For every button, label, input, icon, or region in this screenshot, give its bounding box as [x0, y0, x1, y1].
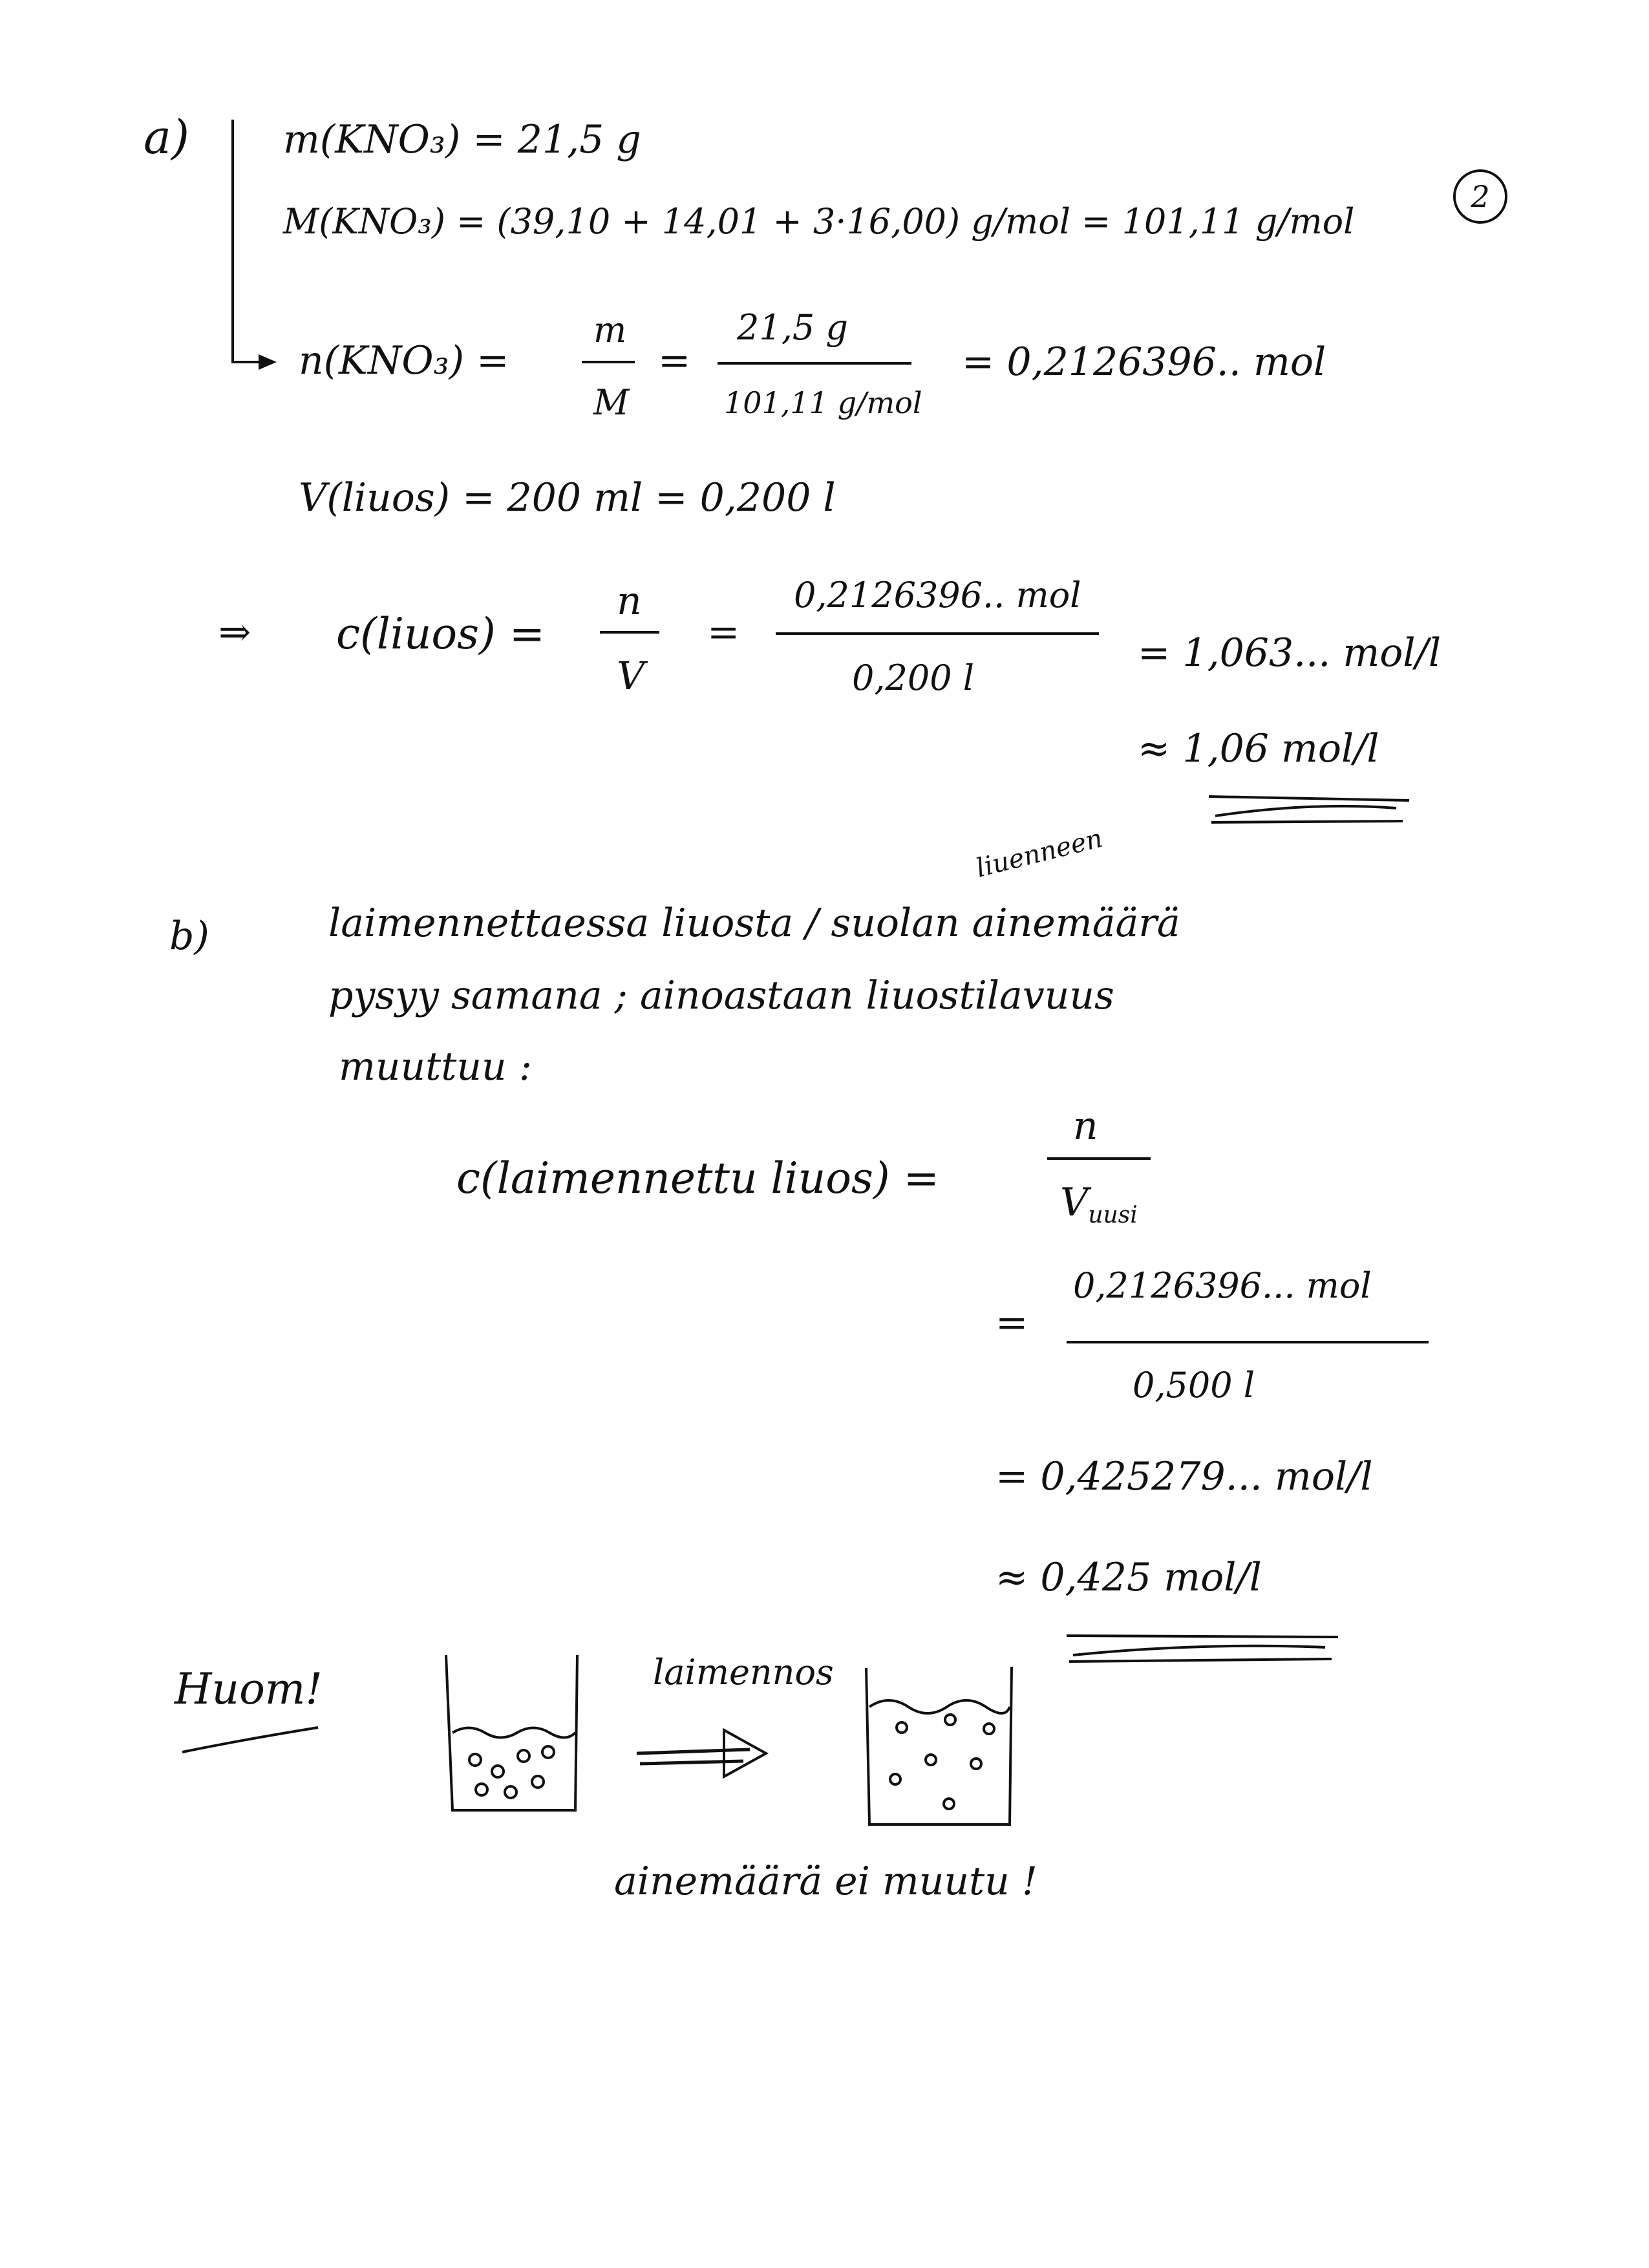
part-b-text-line3: muuttuu :: [339, 1044, 532, 1089]
concentration-equals: =: [707, 610, 740, 655]
implies-arrow: ⇒: [218, 610, 251, 655]
part-b-text-line2: pysyy samana ; ainoastaan liuostilavuus: [328, 973, 1114, 1018]
volume-line: V(liuos) = 200 ml = 0,200 l: [299, 475, 836, 520]
part-a-label: a): [144, 110, 190, 164]
volume-subscript: uusi: [1088, 1201, 1138, 1228]
mass-line: m(KNO₃) = 21,5 g: [283, 117, 641, 162]
concentration-formula-denominator: V: [617, 654, 645, 699]
note-label: Huom!: [175, 1664, 323, 1714]
dilution-arrow: [637, 1730, 766, 1777]
concentration-result: = 1,063... mol/l: [1138, 630, 1442, 676]
part-b-text-line1: laimennettaessa liuosta ∕ suolan ainemäärä: [328, 901, 1180, 946]
diluted-formula-numerator: n: [1073, 1104, 1098, 1149]
concentration-formula-numerator: n: [617, 579, 642, 624]
concentrated-beaker: [446, 1655, 577, 1810]
concentration-denominator: 0,200 l: [852, 658, 975, 698]
sig-fig-circle-mark: 2: [1453, 169, 1507, 224]
amount-formula-denominator: M: [593, 382, 630, 423]
diluted-denominator: 0,500 l: [1133, 1365, 1255, 1406]
amount-result: = 0,2126396.. mol: [962, 339, 1326, 385]
diluted-concentration-lhs: c(laimennettu liuos) =: [456, 1153, 939, 1203]
volume-symbol: V: [1060, 1180, 1089, 1225]
diluted-result: = 0,425279... mol/l: [995, 1454, 1373, 1499]
diluted-equals: =: [995, 1300, 1028, 1345]
amount-numerator: 21,5 g: [737, 307, 848, 348]
amount-equals: =: [658, 338, 691, 383]
diluted-beaker: [866, 1667, 1012, 1824]
note-underline: [182, 1728, 318, 1752]
diluted-rounded: ≈ 0,425 mol/l: [995, 1555, 1262, 1600]
inserted-word: liuenneen: [973, 823, 1106, 884]
amount-denominator: 101,11 g/mol: [724, 385, 922, 420]
concentration-rounded: ≈ 1,06 mol/l: [1138, 726, 1379, 771]
concentration-numerator: 0,2126396.. mol: [794, 575, 1081, 615]
amount-formula-numerator: m: [593, 310, 627, 350]
note-caption: ainemäärä ei muutu !: [614, 1859, 1037, 1904]
concentration-lhs: c(liuos) =: [336, 609, 546, 659]
diluted-numerator: 0,2126396... mol: [1073, 1265, 1372, 1306]
part-b-label: b): [169, 914, 209, 959]
arrow-label: laimennos: [653, 1652, 834, 1693]
amount-lhs: n(KNO₃) =: [299, 338, 509, 383]
molar-mass-line: M(KNO₃) = (39,10 + 14,01 + 3·16,00) g/mol = 101,11 g/mol: [283, 201, 1355, 242]
